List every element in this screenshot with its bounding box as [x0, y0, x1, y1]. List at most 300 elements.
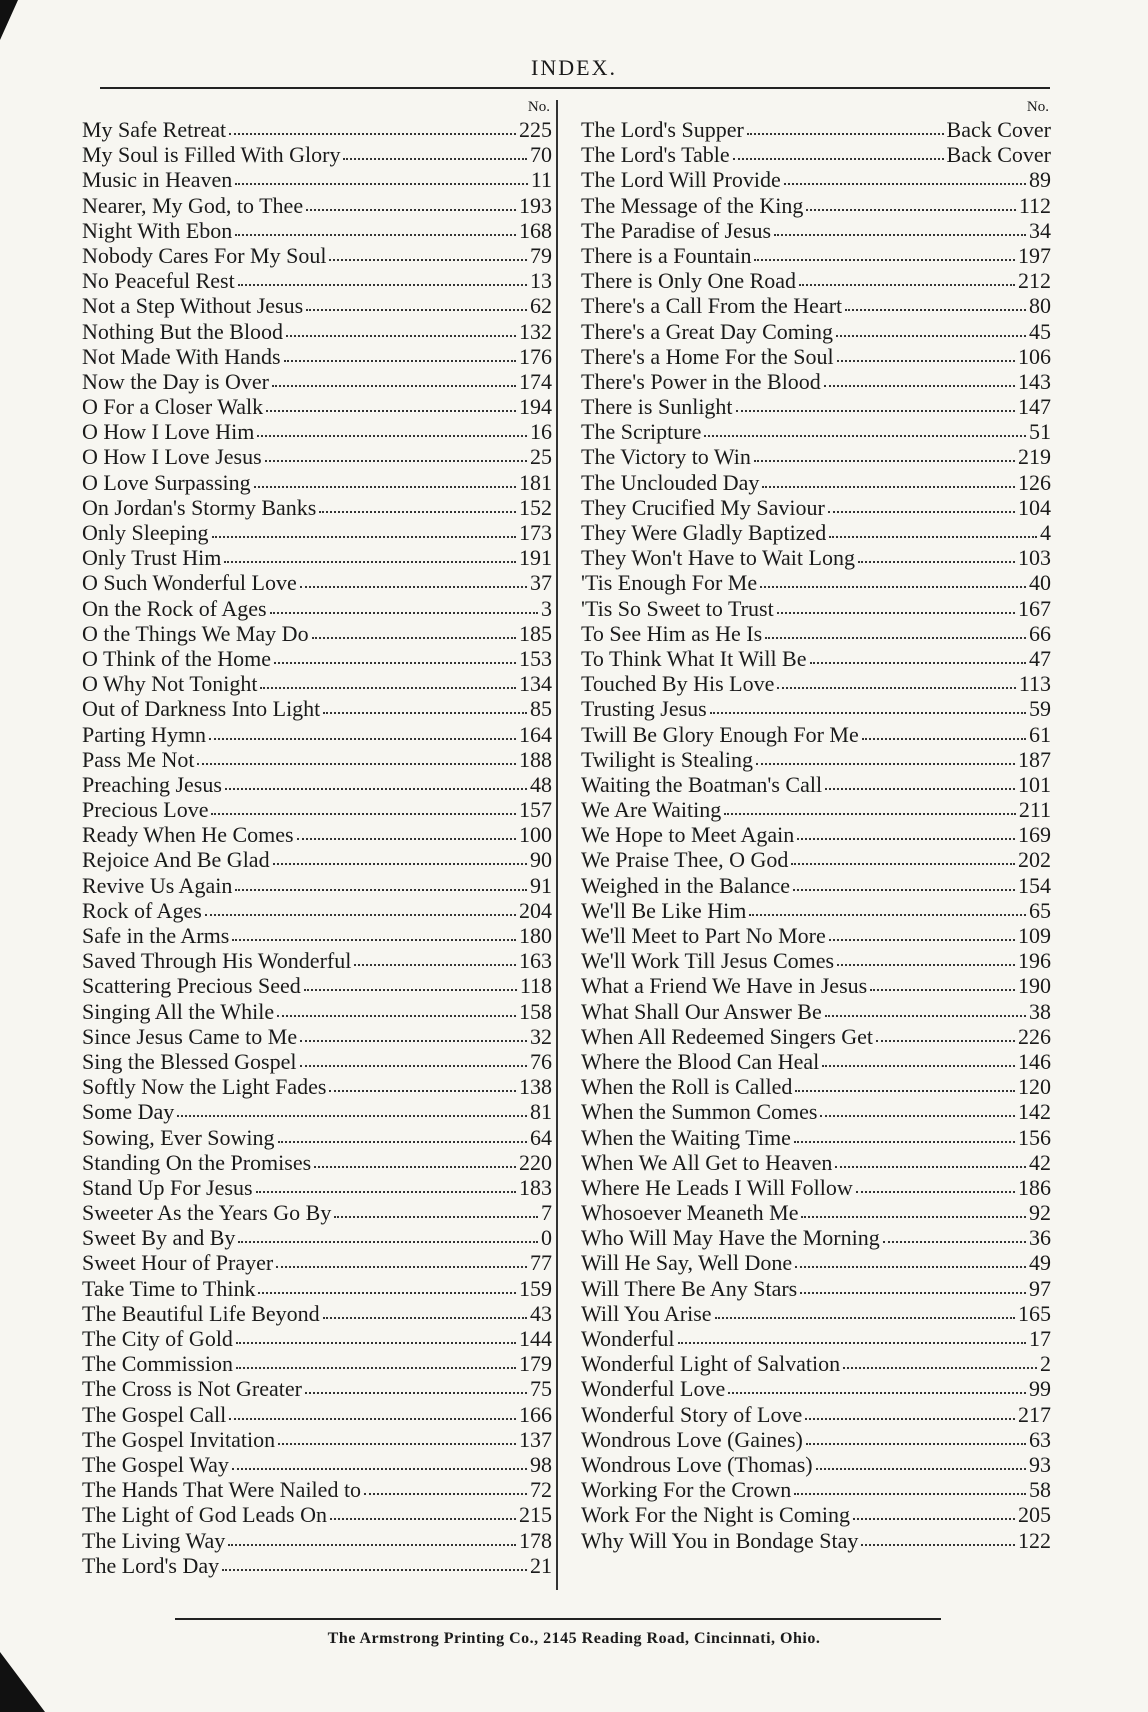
hymn-number: 122	[1018, 1527, 1051, 1553]
hymn-number: 100	[519, 822, 552, 848]
hymn-number: 188	[519, 746, 552, 772]
hymn-number: 144	[519, 1326, 552, 1351]
hymn-title: The Lord's Day	[82, 1552, 220, 1578]
dot-leader	[870, 981, 1015, 991]
hymn-title: Sing the Blessed Gospel	[82, 1048, 297, 1074]
dot-leader	[762, 478, 1015, 488]
hymn-number: 77	[530, 1250, 552, 1276]
hymn-number: 226	[1018, 1023, 1051, 1049]
hymn-number: 159	[519, 1275, 552, 1301]
hymn-number: 173	[519, 520, 552, 545]
hymn-number: 45	[1029, 318, 1051, 344]
hymn-number: 152	[519, 494, 552, 520]
index-entry	[82, 520, 552, 545]
column-header-no: No.	[1026, 99, 1049, 115]
index-entry	[581, 621, 1051, 646]
hymn-title: Revive Us Again	[82, 872, 233, 898]
index-entry	[82, 369, 552, 394]
dot-leader	[258, 1284, 516, 1294]
hymn-title: O Love Surpassing	[82, 469, 251, 495]
hymn-number: 112	[1018, 192, 1051, 218]
hymn-title: Wondrous Love (Gaines)	[581, 1426, 803, 1452]
dot-leader	[274, 654, 516, 664]
index-entry	[82, 898, 552, 923]
index-entry	[82, 1326, 552, 1351]
hymn-title: The Living Way	[82, 1527, 226, 1553]
hymn-title: The Beautiful Life Beyond	[82, 1300, 320, 1326]
hymn-title: The Hands That Were Nailed to	[82, 1477, 362, 1503]
hymn-title: The Lord's Table	[581, 142, 730, 168]
hymn-title: Nobody Cares For My Soul	[82, 242, 327, 268]
dot-leader	[300, 1032, 527, 1042]
dot-leader	[238, 1233, 538, 1243]
index-entry	[82, 394, 552, 419]
index-entry	[82, 193, 552, 218]
hymn-number: 104	[1018, 494, 1051, 520]
index-entry	[82, 747, 552, 772]
index-entry	[82, 1225, 552, 1250]
hymn-number: Back Cover	[946, 117, 1051, 142]
hymn-number: 36	[1029, 1225, 1051, 1251]
dot-leader	[756, 755, 1015, 765]
dot-leader	[800, 1284, 1026, 1294]
index-entry	[581, 1276, 1051, 1301]
hymn-title: What a Friend We Have in Jesus	[581, 973, 868, 999]
hymn-title: The Gospel Invitation	[82, 1426, 276, 1452]
hymn-number: 193	[519, 192, 552, 218]
index-entry	[82, 1452, 552, 1477]
dot-leader	[795, 1082, 1015, 1092]
hymn-title: What Shall Our Answer Be	[581, 998, 822, 1024]
hymn-title: Standing On the Promises	[82, 1149, 312, 1175]
hymn-title: Working For the Crown	[581, 1477, 792, 1503]
dot-leader	[329, 251, 527, 261]
dot-leader	[724, 805, 1016, 815]
dot-leader	[235, 226, 516, 236]
hymn-number: 176	[519, 343, 552, 369]
dot-leader	[277, 1007, 516, 1017]
hymn-title: There's Power in the Blood	[581, 368, 821, 394]
hymn-title: Now the Day is Over	[82, 368, 269, 394]
dot-leader	[276, 1258, 527, 1268]
index-entry	[82, 646, 552, 671]
index-entry	[82, 822, 552, 847]
hymn-number: 196	[1018, 948, 1051, 974]
dot-leader	[323, 704, 527, 714]
hymn-title: We'll Be Like Him	[581, 897, 747, 923]
hymn-title: O How I Love Jesus	[82, 444, 262, 470]
index-entry	[82, 1502, 552, 1527]
hymn-number: 7	[541, 1200, 552, 1226]
hymn-title: There's a Call From the Heart	[581, 293, 843, 319]
hymn-number: 185	[519, 620, 552, 646]
hymn-title: The Lord Will Provide	[581, 167, 781, 193]
dot-leader	[754, 452, 1015, 462]
hymn-number: 34	[1029, 217, 1051, 243]
index-entry	[581, 570, 1051, 595]
dot-leader	[861, 1536, 1015, 1546]
hymn-title: The Scripture	[581, 419, 702, 445]
dot-leader	[304, 981, 517, 991]
hymn-title: Music in Heaven	[82, 167, 233, 193]
hymn-number: 17	[1029, 1326, 1051, 1351]
index-entry	[581, 1528, 1051, 1553]
hymn-title: The Message of the King	[581, 192, 804, 218]
dot-leader	[265, 452, 527, 462]
dot-leader	[791, 855, 1015, 865]
hymn-title: Out of Darkness Into Light	[82, 696, 321, 722]
hymn-title: Weighed in the Balance	[581, 872, 790, 898]
index-entry	[581, 193, 1051, 218]
header-rule	[100, 87, 1050, 89]
dot-leader	[272, 377, 516, 387]
dot-leader	[228, 1536, 516, 1546]
hymn-number: 99	[1029, 1376, 1051, 1402]
hymn-title: O Think of the Home	[82, 645, 272, 671]
index-entry	[82, 218, 552, 243]
dot-leader	[235, 881, 527, 891]
hymn-title: My Safe Retreat	[82, 117, 227, 142]
index-entry	[82, 444, 552, 469]
dot-leader	[799, 276, 1015, 286]
hymn-number: 11	[530, 167, 552, 193]
dot-leader	[273, 855, 527, 865]
dot-leader	[211, 805, 516, 815]
dot-leader	[330, 1510, 516, 1520]
hymn-title: When the Waiting Time	[581, 1124, 791, 1150]
dot-leader	[229, 1410, 516, 1420]
hymn-title: We Hope to Meet Again	[581, 822, 795, 848]
dot-leader	[238, 276, 527, 286]
dot-leader	[678, 1334, 1026, 1344]
right-column	[581, 97, 1051, 1553]
hymn-title: The Lord's Supper	[581, 117, 744, 142]
hymn-number: 187	[1018, 746, 1051, 772]
index-entry	[82, 1477, 552, 1502]
hymn-number: 225	[519, 117, 552, 142]
index-entry	[82, 570, 552, 595]
hymn-title: O For a Closer Walk	[82, 394, 264, 420]
hymn-number: 186	[1018, 1174, 1051, 1200]
dot-leader	[794, 1133, 1015, 1143]
hymn-number: 90	[530, 847, 552, 873]
dot-leader	[801, 1208, 1026, 1218]
dot-leader	[777, 604, 1015, 614]
hymn-number: 85	[530, 696, 552, 722]
hymn-number: 79	[530, 242, 552, 268]
index-entry	[581, 999, 1051, 1024]
hymn-number: 202	[1018, 847, 1051, 873]
dot-leader	[710, 704, 1026, 714]
hymn-number: 174	[519, 368, 552, 394]
left-column	[82, 97, 552, 1578]
hymn-title: Waiting the Boatman's Call	[581, 771, 823, 797]
index-entry	[581, 1250, 1051, 1275]
hymn-number: 163	[519, 948, 552, 974]
index-entry	[581, 948, 1051, 973]
dot-leader	[284, 352, 516, 362]
index-entry	[82, 1049, 552, 1074]
hymn-number: 179	[519, 1351, 552, 1377]
index-entry	[581, 1200, 1051, 1225]
hymn-number: 167	[1018, 595, 1051, 621]
dot-leader	[364, 1485, 527, 1495]
index-entry	[82, 1276, 552, 1301]
hymn-number: 25	[530, 444, 552, 470]
index-entry	[581, 1301, 1051, 1326]
index-entry	[581, 973, 1051, 998]
hymn-title: The Gospel Way	[82, 1451, 229, 1477]
hymn-number: 43	[530, 1300, 552, 1326]
hymn-title: Singing All the While	[82, 998, 275, 1024]
column-header-no: No.	[527, 99, 550, 115]
hymn-title: Why Will You in Bondage Stay	[581, 1527, 859, 1553]
dot-leader	[825, 780, 1015, 790]
hymn-number: 47	[1029, 645, 1051, 671]
printer-footer: The Armstrong Printing Co., 2145 Reading Road, Cincinnati, Ohio.	[327, 1630, 821, 1647]
hymn-title: Only Sleeping	[82, 520, 209, 545]
dot-leader	[824, 377, 1015, 387]
index-entry	[82, 1553, 552, 1578]
index-entry	[581, 873, 1051, 898]
index-entry	[581, 1376, 1051, 1401]
hymn-number: 156	[1018, 1124, 1051, 1150]
hymn-number: 80	[1029, 293, 1051, 319]
hymn-number: 103	[1018, 545, 1051, 571]
dot-leader	[300, 1057, 528, 1067]
index-entry	[82, 167, 552, 192]
dot-leader	[777, 679, 1015, 689]
hymn-number: 220	[519, 1149, 552, 1175]
hymn-number: 92	[1029, 1200, 1051, 1226]
hymn-number: 120	[1018, 1074, 1051, 1100]
dot-leader	[749, 906, 1026, 916]
hymn-number: 143	[1018, 368, 1051, 394]
index-entry	[82, 319, 552, 344]
hymn-title: The Unclouded Day	[581, 469, 760, 495]
hymn-number: 138	[519, 1074, 552, 1100]
hymn-title: Sweeter As the Years Go By	[82, 1200, 332, 1226]
index-entry	[82, 772, 552, 797]
index-entry	[581, 722, 1051, 747]
dot-leader	[232, 931, 516, 941]
dot-leader	[266, 402, 516, 412]
hymn-number: 147	[1018, 394, 1051, 420]
index-entry	[82, 973, 552, 998]
index-entry	[581, 898, 1051, 923]
dot-leader	[806, 1435, 1026, 1445]
hymn-number: 76	[530, 1048, 552, 1074]
dot-leader	[733, 150, 944, 160]
hymn-number: 75	[530, 1376, 552, 1402]
hymn-title: Wonderful Love	[581, 1376, 726, 1402]
dot-leader	[853, 1510, 1015, 1520]
hymn-title: Work For the Night is Coming	[581, 1502, 850, 1528]
hymn-title: There is Only One Road	[581, 268, 797, 294]
dot-leader	[197, 755, 516, 765]
dot-leader	[876, 1032, 1015, 1042]
hymn-number: 3	[541, 595, 552, 621]
index-entry	[581, 696, 1051, 721]
hymn-title: When We All Get to Heaven	[581, 1149, 833, 1175]
dot-leader	[297, 830, 516, 840]
hymn-number: 158	[519, 998, 552, 1024]
hymn-title: To See Him as He Is	[581, 620, 763, 646]
index-entry	[581, 1150, 1051, 1175]
hymn-number: 4	[1040, 520, 1051, 545]
index-entry	[82, 495, 552, 520]
index-entry	[581, 1125, 1051, 1150]
dot-leader	[305, 1384, 527, 1394]
index-entry	[581, 671, 1051, 696]
hymn-title: Precious Love	[82, 797, 209, 823]
hymn-number: 197	[1018, 242, 1051, 268]
index-entry	[581, 797, 1051, 822]
hymn-title: Whosoever Meaneth Me	[581, 1200, 799, 1226]
hymn-title: Stand Up For Jesus	[82, 1174, 253, 1200]
index-entry	[581, 1049, 1051, 1074]
dot-leader	[236, 1334, 516, 1344]
hymn-title: They Won't Have to Wait Long	[581, 545, 855, 571]
hymn-title: Touched By His Love	[581, 671, 775, 697]
hymn-title: Nearer, My God, to Thee	[82, 192, 304, 218]
hymn-number: 63	[1029, 1426, 1051, 1452]
index-entry	[581, 1326, 1051, 1351]
hymn-number: 93	[1029, 1451, 1051, 1477]
index-entry	[581, 1024, 1051, 1049]
hymn-title: Safe in the Arms	[82, 923, 230, 948]
hymn-title: The Victory to Win	[581, 444, 751, 470]
dot-leader	[236, 1359, 516, 1369]
index-entry	[581, 369, 1051, 394]
hymn-number: 97	[1029, 1275, 1051, 1301]
dot-leader	[837, 352, 1015, 362]
index-entry	[581, 344, 1051, 369]
hymn-title: Not a Step Without Jesus	[82, 293, 304, 319]
hymn-number: 66	[1029, 620, 1051, 646]
index-entry	[581, 1225, 1051, 1250]
hymn-number: 48	[530, 771, 552, 797]
hymn-number: 180	[519, 923, 552, 948]
index-entry	[82, 847, 552, 872]
hymn-number: 132	[519, 318, 552, 344]
index-entry	[82, 117, 552, 142]
hymn-number: 89	[1029, 167, 1051, 193]
hymn-number: 126	[1018, 469, 1051, 495]
index-entry	[581, 1074, 1051, 1099]
hymn-title: Sweet Hour of Prayer	[82, 1250, 274, 1276]
dot-leader	[222, 1561, 527, 1571]
dot-leader	[760, 578, 1026, 588]
hymn-number: 183	[519, 1174, 552, 1200]
column-divider	[556, 100, 558, 1590]
index-entry	[82, 470, 552, 495]
hymn-number: Back Cover	[946, 142, 1051, 168]
page-corner-mark	[0, 1652, 45, 1712]
dot-leader	[883, 1233, 1026, 1243]
hymn-number: 205	[1018, 1502, 1051, 1528]
hymn-title: Will There Be Any Stars	[581, 1275, 798, 1301]
hymn-number: 32	[530, 1023, 552, 1049]
hymn-number: 153	[519, 645, 552, 671]
index-entry	[82, 1024, 552, 1049]
dot-leader	[836, 327, 1026, 337]
dot-leader	[224, 553, 516, 563]
dot-leader	[822, 1057, 1015, 1067]
index-entry	[581, 293, 1051, 318]
dot-leader	[795, 1258, 1026, 1268]
hymn-number: 91	[530, 872, 552, 898]
index-entry	[82, 142, 552, 167]
index-entry	[82, 1402, 552, 1427]
hymn-number: 51	[1029, 419, 1051, 445]
hymn-title: Night With Ebon	[82, 217, 233, 243]
dot-leader	[862, 730, 1026, 740]
hymn-number: 38	[1029, 998, 1051, 1024]
index-entry	[581, 117, 1051, 142]
dot-leader	[306, 201, 516, 211]
index-entry	[581, 142, 1051, 167]
dot-leader	[806, 201, 1015, 211]
index-entry	[581, 1502, 1051, 1527]
dot-leader	[177, 1107, 527, 1117]
index-entry	[82, 344, 552, 369]
hymn-title: When the Roll is Called	[581, 1074, 793, 1100]
hymn-title: Who Will May Have the Morning	[581, 1225, 880, 1251]
hymn-number: 204	[519, 897, 552, 923]
hymn-title: The Cross is Not Greater	[82, 1376, 302, 1402]
hymn-title: When the Summon Comes	[581, 1099, 818, 1125]
hymn-title: There is Sunlight	[581, 394, 733, 420]
hymn-title: To Think What It Will Be	[581, 645, 807, 671]
dot-leader	[235, 175, 528, 185]
hymn-title: Trusting Jesus	[581, 696, 707, 722]
hymn-title: On Jordan's Stormy Banks	[82, 494, 317, 520]
index-entry	[581, 545, 1051, 570]
hymn-title: The Light of God Leads On	[82, 1502, 327, 1528]
dot-leader	[343, 150, 527, 160]
dot-leader	[312, 629, 516, 639]
hymn-title: The Gospel Call	[82, 1401, 227, 1427]
hymn-title: Parting Hymn	[82, 721, 207, 747]
hymn-number: 169	[1018, 822, 1051, 848]
index-entry	[82, 621, 552, 646]
dot-leader	[254, 478, 516, 488]
hymn-number: 168	[519, 217, 552, 243]
index-entry	[581, 1427, 1051, 1452]
hymn-title: Rock of Ages	[82, 897, 202, 923]
index-entry	[581, 923, 1051, 948]
index-entry	[581, 1351, 1051, 1376]
index-entry	[581, 167, 1051, 192]
index-entry	[82, 1528, 552, 1553]
index-entry	[82, 671, 552, 696]
hymn-title: 'Tis So Sweet to Trust	[581, 595, 774, 621]
dot-leader	[704, 427, 1026, 437]
index-entry	[581, 520, 1051, 545]
hymn-title: O Such Wonderful Love	[82, 570, 297, 596]
index-entry	[581, 394, 1051, 419]
hymn-number: 42	[1029, 1149, 1051, 1175]
hymn-title: Nothing But the Blood	[82, 318, 284, 344]
hymn-number: 81	[530, 1099, 552, 1125]
hymn-title: Wonderful	[581, 1326, 675, 1351]
hymn-number: 62	[530, 293, 552, 319]
dot-leader	[278, 1435, 516, 1445]
hymn-number: 13	[530, 268, 552, 294]
footer-rule	[175, 1618, 941, 1620]
hymn-title: Where He Leads I Will Follow	[581, 1174, 853, 1200]
